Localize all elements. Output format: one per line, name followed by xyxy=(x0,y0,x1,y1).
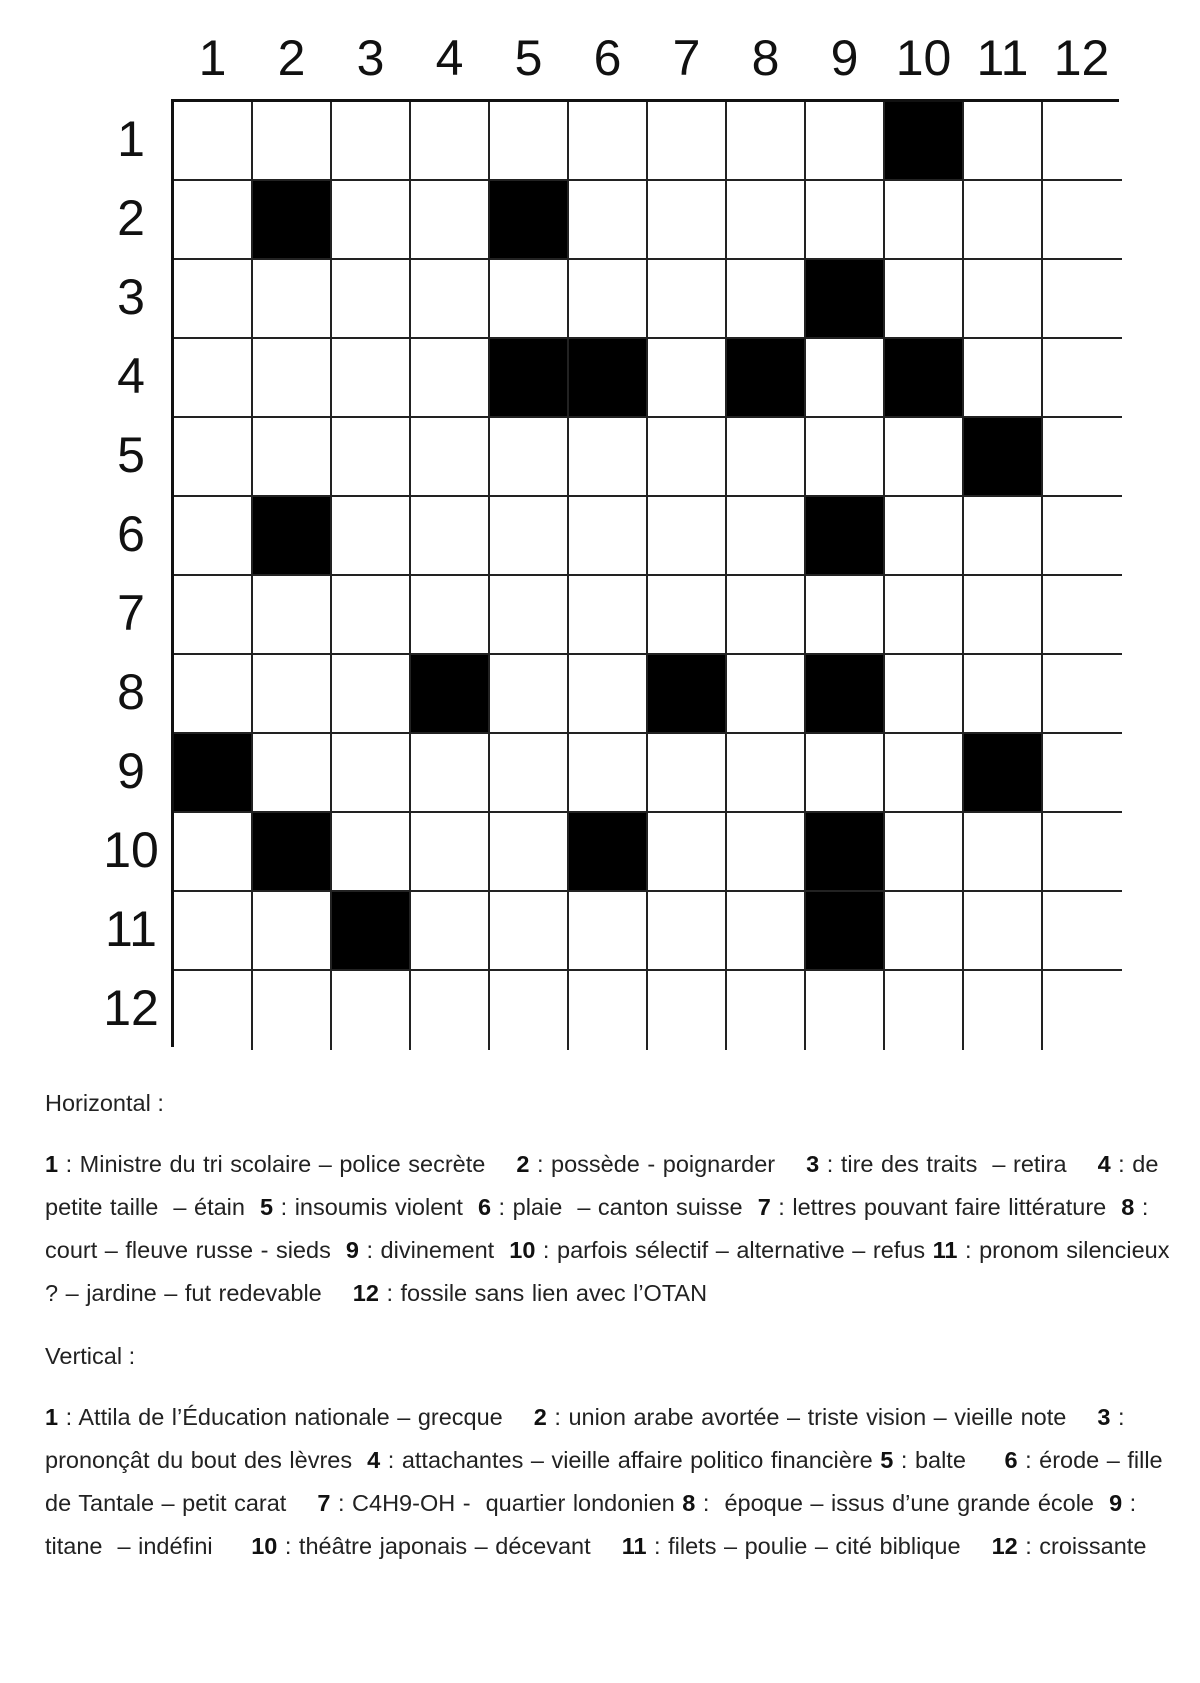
grid-cell[interactable] xyxy=(885,418,964,497)
clue-number: 8 xyxy=(1121,1194,1135,1220)
grid-cell[interactable] xyxy=(490,734,569,813)
grid-cell[interactable] xyxy=(964,892,1043,971)
clue-text: : attachantes – vieille affaire politico financière xyxy=(380,1447,881,1473)
column-number: 1 xyxy=(198,30,227,86)
grid-cell[interactable] xyxy=(490,102,569,181)
grid-cell[interactable] xyxy=(964,497,1043,576)
grid-cell[interactable] xyxy=(727,813,806,892)
vertical-heading: Vertical : xyxy=(45,1343,136,1369)
grid-cell[interactable] xyxy=(490,892,569,971)
grid-cell[interactable] xyxy=(174,497,253,576)
clue-number: 1 xyxy=(45,1404,59,1430)
grid-cell[interactable] xyxy=(411,576,490,655)
clue-number: 9 xyxy=(345,1237,359,1263)
grid-cell[interactable] xyxy=(332,418,411,497)
grid-cell[interactable] xyxy=(253,339,332,418)
grid-cell[interactable] xyxy=(648,102,727,181)
grid-cell[interactable] xyxy=(727,576,806,655)
row-number: 8 xyxy=(117,664,145,720)
row-number: 7 xyxy=(117,585,145,641)
grid-cell[interactable] xyxy=(648,813,727,892)
grid-cell[interactable] xyxy=(253,892,332,971)
grid-cell[interactable] xyxy=(1043,102,1122,181)
grid-cell[interactable] xyxy=(332,497,411,576)
grid-cell[interactable] xyxy=(490,260,569,339)
grid-cell[interactable] xyxy=(727,971,806,1050)
clue-text: : titane – indéfini xyxy=(45,1490,1144,1559)
black-cell xyxy=(727,339,806,418)
clue-number: 11 xyxy=(621,1533,647,1559)
clue-number: 7 xyxy=(757,1194,771,1220)
horizontal-heading: Horizontal : xyxy=(45,1090,164,1116)
grid-cell[interactable] xyxy=(569,734,648,813)
grid-cell[interactable] xyxy=(648,181,727,260)
black-cell xyxy=(806,813,885,892)
clue-text: : prononçât du bout des lèvres xyxy=(45,1404,1133,1473)
black-cell xyxy=(569,339,648,418)
black-cell xyxy=(569,813,648,892)
clue-number: 10 xyxy=(509,1237,536,1263)
grid-cell[interactable] xyxy=(964,339,1043,418)
grid-cell[interactable] xyxy=(174,655,253,734)
clue-text: : Ministre du tri scolaire – police secrète xyxy=(58,1151,517,1177)
grid-cell[interactable] xyxy=(253,971,332,1050)
grid-cell[interactable] xyxy=(806,734,885,813)
grid-cell[interactable] xyxy=(174,813,253,892)
clue-number: 3 xyxy=(806,1151,820,1177)
clue-number: 2 xyxy=(533,1404,547,1430)
grid-cell[interactable] xyxy=(648,892,727,971)
black-cell xyxy=(885,102,964,181)
grid-cell[interactable] xyxy=(964,655,1043,734)
grid-cell[interactable] xyxy=(411,734,490,813)
column-number: 6 xyxy=(593,30,622,86)
grid-cell[interactable] xyxy=(885,813,964,892)
grid-cell[interactable] xyxy=(174,892,253,971)
black-cell xyxy=(253,497,332,576)
grid-cell[interactable] xyxy=(727,260,806,339)
clue-number: 12 xyxy=(352,1280,379,1306)
black-cell xyxy=(174,734,253,813)
grid-cell[interactable] xyxy=(490,813,569,892)
black-cell xyxy=(806,655,885,734)
grid-cell[interactable] xyxy=(1043,576,1122,655)
black-cell xyxy=(806,497,885,576)
grid-cell[interactable] xyxy=(174,181,253,260)
grid-cell[interactable] xyxy=(332,734,411,813)
grid-cell[interactable] xyxy=(253,655,332,734)
grid-cell[interactable] xyxy=(964,813,1043,892)
grid-cell[interactable] xyxy=(569,576,648,655)
clue-text: : C4H9-OH - quartier londonien xyxy=(330,1490,683,1516)
grid-cell[interactable] xyxy=(332,260,411,339)
clue-text: : divinement xyxy=(358,1237,510,1263)
clue-text: : de petite taille – étain xyxy=(45,1151,1166,1220)
column-number: 8 xyxy=(751,30,780,86)
row-number: 6 xyxy=(117,506,145,562)
grid-cell[interactable] xyxy=(411,497,490,576)
grid-cell[interactable] xyxy=(727,497,806,576)
row-number: 12 xyxy=(103,980,159,1036)
clue-text: : époque – issus d’une grande école xyxy=(695,1490,1110,1516)
black-cell xyxy=(253,181,332,260)
column-number: 9 xyxy=(830,30,859,86)
grid-cell[interactable] xyxy=(332,971,411,1050)
grid-cell[interactable] xyxy=(490,576,569,655)
grid-cell[interactable] xyxy=(1043,655,1122,734)
grid-cell[interactable] xyxy=(806,181,885,260)
grid-cell[interactable] xyxy=(1043,734,1122,813)
black-cell xyxy=(253,813,332,892)
grid-cell[interactable] xyxy=(806,418,885,497)
column-number: 5 xyxy=(514,30,543,86)
grid-cell[interactable] xyxy=(806,576,885,655)
black-cell xyxy=(806,260,885,339)
column-number: 10 xyxy=(895,30,952,86)
grid-cell[interactable] xyxy=(806,971,885,1050)
grid-cell[interactable] xyxy=(174,102,253,181)
clue-text: : théâtre japonais – décevant xyxy=(277,1533,622,1559)
grid-cell[interactable] xyxy=(885,971,964,1050)
grid-cell[interactable] xyxy=(569,497,648,576)
grid-cell[interactable] xyxy=(490,971,569,1050)
row-number: 11 xyxy=(105,901,157,957)
grid-cell[interactable] xyxy=(885,655,964,734)
grid-cell[interactable] xyxy=(806,339,885,418)
grid-cell[interactable] xyxy=(569,655,648,734)
clue-number: 6 xyxy=(477,1194,492,1220)
grid-cell[interactable] xyxy=(964,260,1043,339)
grid-cell[interactable] xyxy=(332,102,411,181)
clue-number: 12 xyxy=(991,1533,1018,1559)
black-cell xyxy=(964,418,1043,497)
clue-number: 1 xyxy=(45,1151,59,1177)
grid-cell[interactable] xyxy=(648,576,727,655)
column-number: 3 xyxy=(356,30,385,86)
clue-number: 10 xyxy=(251,1533,278,1559)
grid-cell[interactable] xyxy=(648,497,727,576)
clues-section xyxy=(45,1082,1180,1588)
grid-cell[interactable] xyxy=(727,655,806,734)
grid-cell[interactable] xyxy=(1043,971,1122,1050)
grid-cell[interactable] xyxy=(1043,892,1122,971)
row-number: 9 xyxy=(117,743,145,799)
black-cell xyxy=(885,339,964,418)
grid-cell[interactable] xyxy=(490,655,569,734)
clue-text: : tire des traits – retira xyxy=(819,1151,1098,1177)
clue-text: : érode – fille de Tantale – petit carat xyxy=(45,1447,1171,1516)
grid-cell[interactable] xyxy=(332,655,411,734)
clue-text: : court – fleuve russe - sieds xyxy=(45,1194,1156,1263)
grid-cell[interactable] xyxy=(411,813,490,892)
clue-number: 11 xyxy=(932,1237,958,1263)
grid-cell[interactable] xyxy=(332,339,411,418)
clue-text: : lettres pouvant faire littérature xyxy=(770,1194,1122,1220)
grid-cell[interactable] xyxy=(1043,497,1122,576)
grid-cell[interactable] xyxy=(964,971,1043,1050)
black-cell xyxy=(411,655,490,734)
grid-cell[interactable] xyxy=(1043,339,1122,418)
grid-cell[interactable] xyxy=(727,181,806,260)
clue-number: 2 xyxy=(516,1151,530,1177)
grid-cell[interactable] xyxy=(174,339,253,418)
clue-number: 7 xyxy=(317,1490,331,1516)
clue-text: : union arabe avortée – triste vision – vieille note xyxy=(546,1404,1098,1430)
grid-cell[interactable] xyxy=(727,418,806,497)
grid-cell[interactable] xyxy=(569,260,648,339)
grid-cell[interactable] xyxy=(569,418,648,497)
grid-cell[interactable] xyxy=(648,971,727,1050)
grid-cell[interactable] xyxy=(648,260,727,339)
row-number: 1 xyxy=(117,111,145,167)
black-cell xyxy=(332,892,411,971)
black-cell xyxy=(806,892,885,971)
clue-text: : Attila de l’Éducation nationale – grecque xyxy=(58,1404,534,1430)
clue-number: 5 xyxy=(880,1447,894,1473)
clue-text: : pronom silencieux ? – jardine – fut redevable xyxy=(45,1237,1178,1306)
grid-cell[interactable] xyxy=(885,181,964,260)
row-number: 10 xyxy=(103,822,159,878)
clue-text: : balte xyxy=(893,1447,1005,1473)
grid-cell[interactable] xyxy=(411,181,490,260)
grid-cell[interactable] xyxy=(490,497,569,576)
clue-number: 5 xyxy=(260,1194,274,1220)
grid-cell[interactable] xyxy=(332,813,411,892)
grid-cell[interactable] xyxy=(885,892,964,971)
black-cell xyxy=(490,339,569,418)
black-cell xyxy=(490,181,569,260)
grid-cell[interactable] xyxy=(885,260,964,339)
grid-cell[interactable] xyxy=(569,971,648,1050)
grid-cell[interactable] xyxy=(253,102,332,181)
grid-cell[interactable] xyxy=(174,576,253,655)
clue-number: 4 xyxy=(1097,1151,1111,1177)
grid-cell[interactable] xyxy=(411,971,490,1050)
grid-cell[interactable] xyxy=(648,418,727,497)
grid-cell[interactable] xyxy=(569,102,648,181)
column-number: 4 xyxy=(435,30,464,86)
grid-cell[interactable] xyxy=(253,734,332,813)
grid-cell[interactable] xyxy=(885,576,964,655)
grid-cell[interactable] xyxy=(253,260,332,339)
row-number: 5 xyxy=(117,427,145,483)
clue-text: : fossile sans lien avec l’OTAN xyxy=(378,1280,708,1306)
clue-number: 4 xyxy=(367,1447,381,1473)
grid-cell[interactable] xyxy=(964,181,1043,260)
black-cell xyxy=(648,655,727,734)
clue-text: : filets – poulie – cité biblique xyxy=(646,1533,992,1559)
grid-cell[interactable] xyxy=(964,102,1043,181)
black-cell xyxy=(964,734,1043,813)
vertical-clues xyxy=(45,1396,1180,1568)
row-number: 2 xyxy=(117,190,145,246)
grid-cell[interactable] xyxy=(411,418,490,497)
clue-text: : plaie – canton suisse xyxy=(491,1194,758,1220)
grid-cell[interactable] xyxy=(648,339,727,418)
grid-cell[interactable] xyxy=(1043,418,1122,497)
grid-cell[interactable] xyxy=(806,102,885,181)
grid-cell[interactable] xyxy=(253,418,332,497)
clue-text: : parfois sélectif – alternative – refus xyxy=(535,1237,933,1263)
grid-cell[interactable] xyxy=(253,576,332,655)
grid-cell[interactable] xyxy=(727,734,806,813)
clue-text: : possède - poignarder xyxy=(529,1151,807,1177)
grid-cell[interactable] xyxy=(727,892,806,971)
grid-cell[interactable] xyxy=(411,339,490,418)
grid-cell[interactable] xyxy=(490,418,569,497)
grid-cell[interactable] xyxy=(1043,181,1122,260)
horizontal-clues xyxy=(45,1143,1180,1315)
grid-cell[interactable] xyxy=(174,418,253,497)
grid-cell[interactable] xyxy=(174,971,253,1050)
column-number: 7 xyxy=(672,30,701,86)
grid-cell[interactable] xyxy=(1043,260,1122,339)
clue-number: 6 xyxy=(1004,1447,1018,1473)
grid-cell[interactable] xyxy=(569,181,648,260)
grid-cell[interactable] xyxy=(332,181,411,260)
grid-cell[interactable] xyxy=(411,892,490,971)
grid-cell[interactable] xyxy=(885,734,964,813)
grid-cell[interactable] xyxy=(411,260,490,339)
grid-cell[interactable] xyxy=(174,260,253,339)
column-number: 12 xyxy=(1053,30,1110,86)
grid-cell[interactable] xyxy=(332,576,411,655)
grid-cell[interactable] xyxy=(648,734,727,813)
grid-cell[interactable] xyxy=(1043,813,1122,892)
clue-number: 3 xyxy=(1097,1404,1111,1430)
column-number: 2 xyxy=(277,30,306,86)
crossword-grid xyxy=(171,99,1119,1047)
grid-cell[interactable] xyxy=(411,102,490,181)
column-number: 11 xyxy=(976,30,1029,86)
row-number: 3 xyxy=(117,269,145,325)
clue-text: : insoumis violent xyxy=(273,1194,478,1220)
row-number: 4 xyxy=(117,348,145,404)
grid-cell[interactable] xyxy=(727,102,806,181)
grid-cell[interactable] xyxy=(569,892,648,971)
clue-number: 9 xyxy=(1109,1490,1123,1516)
grid-cell[interactable] xyxy=(964,576,1043,655)
grid-cell[interactable] xyxy=(885,497,964,576)
clue-text: : croissante xyxy=(1017,1533,1147,1559)
clue-number: 8 xyxy=(682,1490,696,1516)
